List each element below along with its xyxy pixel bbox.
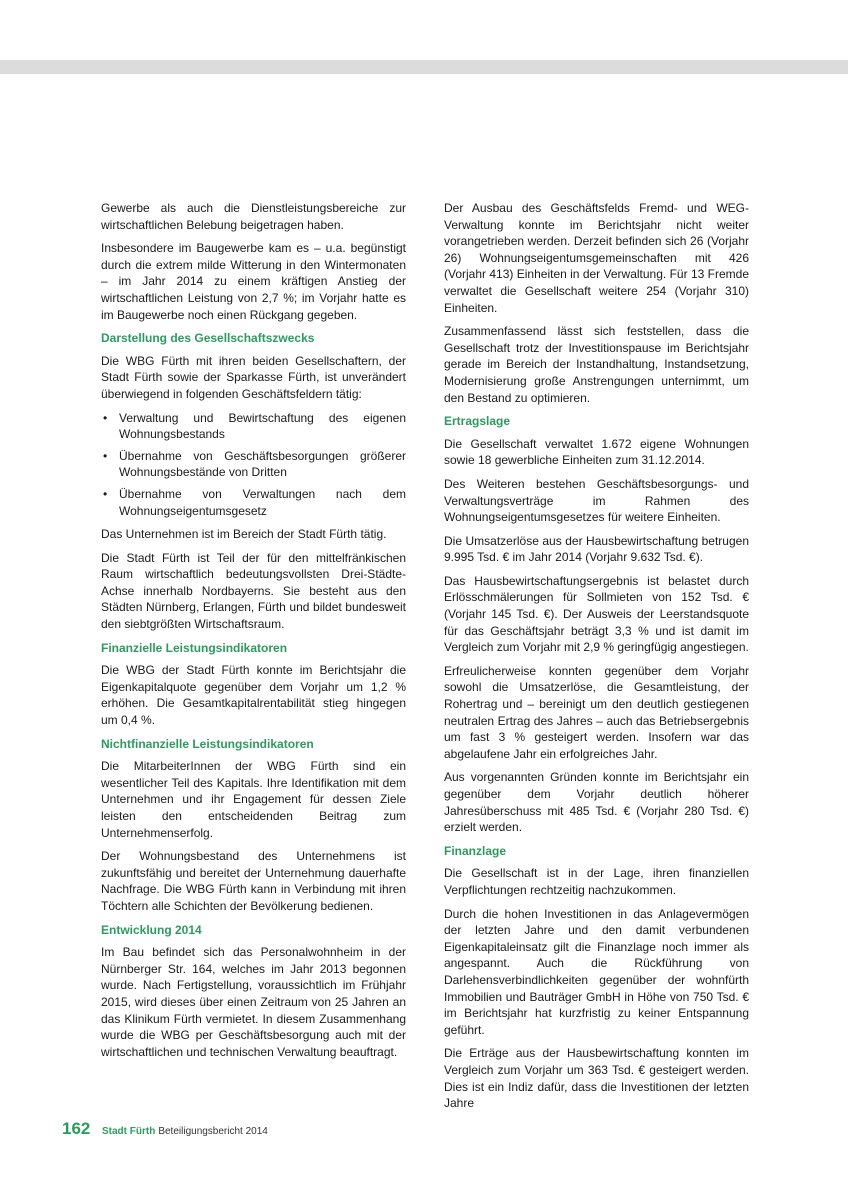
right-column: [444, 200, 749, 1119]
paragraph: Die Umsatzerlöse aus der Hausbewirtschaftung betrugen 9.995 Tsd. € im Jahr 2014 (Vorjahr 9.632 Tsd. €).: [444, 533, 749, 565]
list-item: • Übernahme von Verwaltungen nach dem Wohnungseigentumsgesetz: [101, 486, 406, 519]
paragraph: Zusammenfassend lässt sich feststellen, dass die Gesellschaft trotz der Investitionspause im Berichtsjahr gerade im Bereich der Instandhaltung, Instandsetzung, Modernisierung große Anstrengungen unternimmt, um den Bestand zu optimieren.: [444, 324, 749, 405]
section-heading-finanzielle-indikatoren: Finanzielle Leistungsindikatoren: [101, 640, 288, 655]
section-heading-finanzlage: Finanzlage: [444, 843, 507, 858]
footer-title: Stadt Fürth: [102, 1126, 156, 1137]
paragraph: Der Wohnungsbestand des Unternehmens ist zukunftsfähig und bereitet der Unternehmung dauerhafte Nachfrage. Die WBG Fürth kann in Verbindung mit ihren Töchtern alle Schichten der Bevölkerung bedienen.: [101, 849, 406, 913]
section-heading-entwicklung: Entwicklung 2014: [101, 922, 202, 937]
section-heading-nichtfinanzielle-indikatoren: Nichtfinanzielle Leistungsindikatoren: [101, 736, 314, 751]
paragraph: Die MitarbeiterInnen der WBG Fürth sind ein wesentlicher Teil des Kapitals. Ihre Identifikation mit dem Unternehmen und ihr Engagement für dessen Ziele leisten den entscheidenden Beitrag zum Unternehmenserfolg.: [101, 759, 406, 840]
paragraph: Gewerbe als auch die Dienstleistungsbereiche zur wirtschaftlichen Belebung beigetragen haben.: [101, 201, 406, 232]
business-fields-list: [101, 410, 406, 520]
list-item: • Übernahme von Geschäftsbesorgungen größerer Wohnungsbestände von Dritten: [101, 448, 406, 481]
page-footer: [62, 1119, 268, 1139]
paragraph: Insbesondere im Baugewerbe kam es – u.a. begünstigt durch die extrem milde Witterung in den Wintermonaten – im Jahr 2014 zu einem kräftigen Anstieg der wirtschaftlichen Leistung von 2,7 %; im Vorjahr hatte es im Baugewerbe noch einen Rückgang gegeben.: [101, 241, 406, 322]
footer-subtitle: Beteiligungsbericht 2014: [158, 1126, 268, 1137]
section-heading-ertragslage: Ertragslage: [444, 414, 511, 429]
left-column: [101, 200, 406, 1067]
paragraph: Das Hausbewirtschaftungsergebnis ist belastet durch Erlösschmälerungen für Sollmieten von 152 Tsd. € (Vorjahr 145 Tsd. €). Der Ausweis der Leerstandsquote für das Geschäftsjahr beträgt 3,3 % und ist damit im Vergleich zum Vorjahr mit 2,9 % geringfügig angestiegen.: [444, 573, 749, 655]
paragraph: Die WBG der Stadt Fürth konnte im Berichtsjahr die Eigenkapitalquote gegenüber dem Vorjahr um 1,2 % erhöhen. Die Gesamtkapitalrentabilität stieg hingegen um 0,4 %.: [101, 663, 406, 728]
paragraph: Erfreulicherweise konnten gegenüber dem Vorjahr sowohl die Umsatzerlöse, die Gesamtleistung, der Rohertrag und – bereinigt um den deutlich gestiegenen neutralen Ertrag des Jahres – auch das Betriebsergebnis um fast 3 % gesteigert werden. Insofern war das abgelaufene Jahr ein erfolgreiches Jahr.: [444, 663, 749, 761]
section-heading-gesellschaftszweck: Darstellung des Gesellschaftszwecks: [101, 331, 315, 346]
paragraph: Aus vorgenannten Gründen konnte im Berichtsjahr ein gegenüber dem Vorjahr deutlich höherer Jahresüberschuss mit 485 Tsd. € (Vorjahr 280 Tsd. €) erzielt werden.: [444, 770, 749, 835]
paragraph: Die WBG Fürth mit ihren beiden Gesellschaftern, der Stadt Fürth sowie der Sparkasse Fürth, ist unverändert überwiegend in folgenden Geschäftsfeldern tätig:: [101, 353, 406, 401]
paragraph: Die Stadt Fürth ist Teil der für den mittelfränkischen Raum wirtschaftlich bedeutungsvollsten Drei-Städte-Achse innerhalb Nordbayerns. Sie besteht aus den Städten Nürnberg, Erlangen, Fürth und bildet bundesweit den siebtgrößten Wirtschaftsraum.: [101, 550, 406, 632]
paragraph: Durch die hohen Investitionen in das Anlagevermögen der letzten Jahre und den damit verbundenen Eigenkapitaleinsatz gilt die Finanzlage noch immer als angespannt. Auch die Rückführung von Darlehensverbindlichkeiten gegenüber der wohnfürth Immobilien und Bauträger GmbH in Höhe von 750 Tsd. € im Berichtsjahr hat kurzfristig zu keiner Entspannung geführt.: [444, 906, 749, 1037]
page-number: 162: [62, 1119, 91, 1138]
paragraph: Die Erträge aus der Hausbewirtschaftung konnten im Vergleich zum Vorjahr um 363 Tsd. € gesteigert werden. Dies ist ein Indiz dafür, dass die Investitionen der letzten Jahre: [444, 1046, 749, 1111]
header-bar: [0, 60, 848, 74]
paragraph: Die Gesellschaft verwaltet 1.672 eigene Wohnungen sowie 18 gewerbliche Einheiten zum 31.12.2014.: [444, 436, 749, 468]
list-item: • Verwaltung und Bewirtschaftung des eigenen Wohnungsbestands: [101, 410, 406, 443]
paragraph: Das Unternehmen ist im Bereich der Stadt Fürth tätig.: [101, 527, 387, 542]
paragraph: Im Bau befindet sich das Personalwohnheim in der Nürnberger Str. 164, welches im Jahr 2013 begonnen wurde. Nach Fertigstellung, voraussichtlich im Frühjahr 2015, wird dieses über einen Zeitraum von 25 Jahren an das Klinikum Fürth vermietet. In diesem Zusammenhang wurde die WBG per Geschäftsbesorgung auch mit der wirtschaftlichen und technischen Verwaltung beauftragt.: [101, 945, 406, 1059]
paragraph: Der Ausbau des Geschäftsfelds Fremd- und WEG-Verwaltung konnte im Berichtsjahr nicht weiter vorangetrieben werden. Derzeit befinden sich 26 (Vorjahr 26) Wohnungseigentumsgemeinschaften mit 426 (Vorjahr 413) Einheiten in der Verwaltung. Für 13 Fremde verwaltet die Gesellschaft weitere 254 (Vorjahr 310) Einheiten.: [444, 201, 749, 315]
paragraph: Die Gesellschaft ist in der Lage, ihren finanziellen Verpflichtungen rechtzeitig nachzukommen.: [444, 866, 749, 897]
paragraph: Des Weiteren bestehen Geschäftsbesorgungs- und Verwaltungsverträge im Rahmen des Wohnungseigentumsgesetzes für weitere Einheiten.: [444, 476, 749, 525]
